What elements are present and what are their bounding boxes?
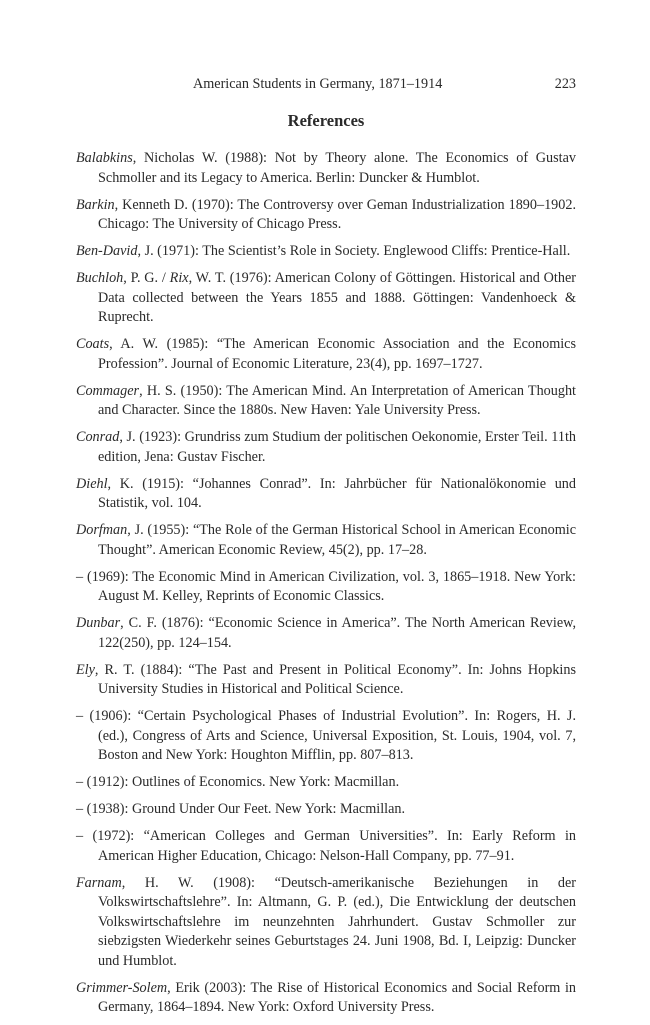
reference-author: Barkin [76, 196, 115, 213]
same-author-dash: – [76, 774, 84, 790]
reference-author: Coats [76, 336, 110, 352]
reference-entry [76, 614, 576, 653]
reference-text: , R. T. (1884): “The Past and Present in Political Economy”. In: Johns Hopkins University Studies in Historical and Political Science. [94, 661, 576, 697]
running-head [76, 76, 576, 96]
reference-entry [76, 475, 576, 514]
reference-entry [76, 979, 576, 1018]
reference-entry [76, 707, 576, 766]
reference-author: Farnam [76, 874, 122, 891]
running-title: American Students in Germany, 1871–1914 [193, 76, 443, 92]
reference-entry [76, 800, 576, 820]
reference-text: , C. F. (1876): “Economic Science in America”. The North American Review, 122(250), pp. 124–154. [98, 615, 576, 651]
reference-entry [76, 661, 576, 700]
reference-text: (1906): “Certain Psychological Phases of Industrial Evolution”. In: Rogers, H. J. (ed.), Congress of Arts and Science, Universal Exposition, St. Louis, 1904, vol. 7, Boston and New York: Houghton Mifflin, pp. 807–813. [83, 708, 576, 763]
reference-text: (1972): “American Colleges and German Universities”. In: Early Reform in American Higher Education, Chicago: Nelson-Hall Company, pp. 77–91. [83, 828, 576, 864]
section-title: References [287, 111, 365, 130]
reference-entry [76, 149, 576, 188]
reference-text: (1969): The Economic Mind in American Civilization, vol. 3, 1865–1918. New York: August M. Kelley, Reprints of Economic Classics. [83, 568, 576, 604]
reference-text: , P. G. / [123, 270, 170, 286]
reference-author: Dunbar [76, 615, 121, 631]
reference-text: , J. (1955): “The Role of the German Historical School in American Economic Thought”. American Economic Review, 45(2), pp. 17–28. [98, 522, 576, 558]
same-author-dash: – [76, 708, 84, 724]
reference-text: , H. W. (1908): “Deutsch-amerikanische Beziehungen in der Volkswirtschaftslehre”. In: Altmann, G. P. (ed.), Die Entwicklung der deutschen Volkswirtschaftslehre im neunzehnten Jahrhundert. Gustav Schmoller zur siebzigsten Wiederkehr seines Geburtstages 24. Juni 1908, Bd. I, Leipzig: Duncker und Humblot. [98, 874, 576, 969]
reference-author: Grimmer-Solem [76, 979, 168, 996]
reference-text: , J. (1971): The Scientist’s Role in Society. Englewood Cliffs: Prentice-Hall. [137, 243, 571, 259]
reference-entry [76, 521, 576, 560]
reference-author: Ben-David [76, 243, 138, 259]
reference-text: (1938): Ground Under Our Feet. New York: Macmillan. [83, 801, 406, 817]
reference-entry [76, 827, 576, 866]
reference-entry [76, 568, 576, 607]
reference-entry [76, 773, 576, 793]
reference-author: Buchloh [76, 270, 124, 286]
reference-text: , Erik (2003): The Rise of Historical Economics and Social Reform in Germany, 1864–1894. New York: Oxford University Press. [98, 979, 576, 1015]
reference-entry [76, 335, 576, 374]
same-author-dash: – [76, 568, 84, 585]
reference-text: , K. (1915): “Johannes Conrad”. In: Jahrbücher für Nationalökonomie und Statistik, vol. 104. [98, 475, 576, 511]
reference-text: , J. (1923): Grundriss zum Studium der politischen Oekonomie, Erster Teil. 11th edition, Jena: Gustav Fischer. [98, 429, 576, 465]
reference-author: Balabkins [76, 150, 133, 166]
reference-text: , Kenneth D. (1970): The Controversy over Geman Industrialization 1890–1902. Chicago: The University of Chicago Press. [98, 196, 576, 232]
reference-text: (1912): Outlines of Economics. New York: Macmillan. [83, 774, 400, 790]
reference-author: Conrad [76, 429, 120, 445]
reference-entry [76, 382, 576, 421]
reference-entry [76, 269, 576, 328]
reference-author: Rix [169, 270, 189, 286]
reference-entry [76, 242, 576, 262]
same-author-dash: – [76, 801, 84, 817]
reference-entry [76, 428, 576, 467]
reference-list [76, 149, 576, 1025]
same-author-dash: – [76, 828, 84, 844]
reference-author: Dorfman [76, 522, 128, 538]
reference-author: Ely [76, 661, 95, 678]
page-number: 223 [554, 76, 576, 92]
reference-entry [76, 196, 576, 235]
reference-author: Commager [76, 382, 140, 399]
reference-text: , H. S. (1950): The American Mind. An Interpretation of American Thought and Character. Since the 1880s. New Haven: Yale University Press. [98, 382, 576, 418]
reference-text: , W. T. (1976): American Colony of Göttingen. Historical and Other Data collected between the Years 1855 and 1888. Göttingen: Vandenhoeck & Ruprecht. [98, 270, 576, 325]
reference-text: , Nicholas W. (1988): Not by Theory alone. The Economics of Gustav Schmoller and its Legacy to America. Berlin: Duncker & Humblot. [98, 150, 576, 186]
reference-entry [76, 874, 576, 972]
reference-text: , A. W. (1985): “The American Economic Association and the Economics Profession”. Journal of Economic Literature, 23(4), pp. 1697–1727. [98, 336, 576, 372]
reference-author: Diehl [76, 475, 108, 492]
